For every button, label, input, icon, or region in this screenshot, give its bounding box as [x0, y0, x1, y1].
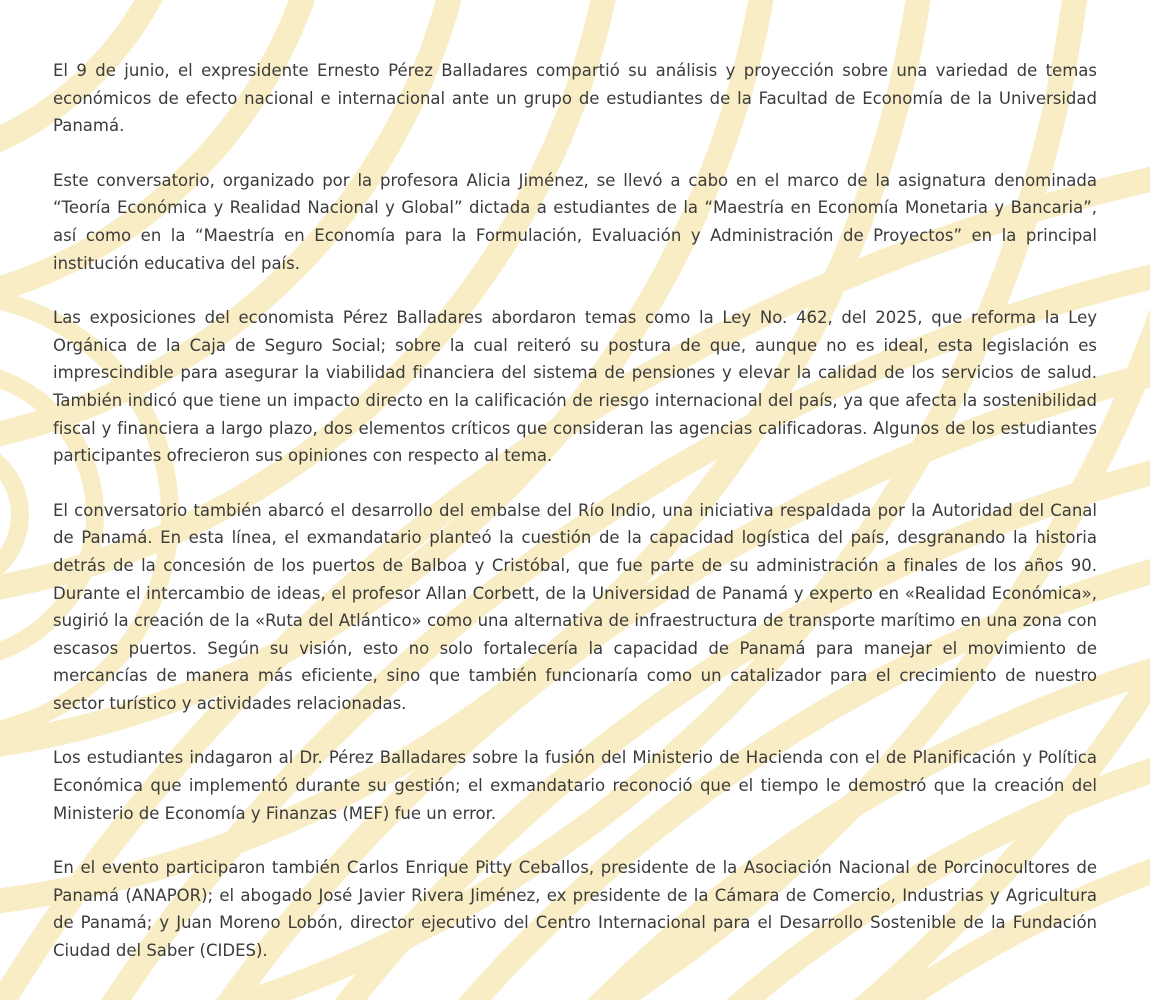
- paragraph-intro: El 9 de junio, el expresidente Ernesto Pérez Balladares compartió su análisis y proyección sobre una variedad de temas económicos de efecto nacional e internacional ante un grupo de estudiantes de la Facultad de Economía de la Universidad Panamá.: [53, 61, 1097, 136]
- paragraph-fusion-ministerio: Los estudiantes indagaron al Dr. Pérez Balladares sobre la fusión del Ministerio de Hacienda con el de Planificación y Política Económica que implementó durante su gestión; el exmandatario reconoció que el tiempo le demostró que la creación del Ministerio de Economía y Finanzas (MEF) fue un error.: [53, 748, 1097, 823]
- paragraph-ley-462: Las exposiciones del economista Pérez Balladares abordaron temas como la Ley No. 462, del 2025, que reforma la Ley Orgánica de la Caja de Seguro Social; sobre la cual reiteró su postura de que, aunque no es ideal, esta legislación es imprescindible para asegurar la viabilidad financiera del sistema de pensiones y elevar la calidad de los servicios de salud. También indicó que tiene un impacto directo en la calificación de riesgo internacional del país, ya que afecta la sostenibilidad fiscal y financiera a largo plazo, dos elementos críticos que consideran las agencias calificadoras. Algunos de los estudiantes participantes ofrecieron sus opiniones con respecto al tema.: [53, 308, 1097, 466]
- paragraph-rio-indio: El conversatorio también abarcó el desarrollo del embalse del Río Indio, una iniciativa respaldada por la Autoridad del Canal de Panamá. En esta línea, el exmandatario planteó la cuestión de la capacidad logística del país, desgranando la historia detrás de la concesión de los puertos de Balboa y Cristóbal, que fue parte de su administración a finales de los años 90. Durante el intercambio de ideas, el profesor Allan Corbett, de la Universidad de Panamá y experto en «Realidad Económica», sugirió la creación de la «Ruta del Atlántico» como una alternativa de infraestructura de transporte marítimo en una zona con escasos puertos. Según su visión, esto no solo fortalecería la capacidad de Panamá para manejar el movimiento de mercancías de manera más eficiente, sino que también funcionaría como un catalizador para el crecimiento de nuestro sector turístico y actividades relacionadas.: [53, 500, 1097, 713]
- paragraph-participantes: En el evento participaron también Carlos Enrique Pitty Ceballos, presidente de la Asociación Nacional de Porcinocultores de Panamá (ANAPOR); el abogado José Javier Rivera Jiménez, ex presidente de la Cámara de Comercio, Industrias y Agricultura de Panamá; y Juan Moreno Lobón, director ejecutivo del Centro Internacional para el Desarrollo Sostenible de la Fundación Ciudad del Saber (CIDES).: [53, 858, 1097, 961]
- paragraph-conversatorio-marco: Este conversatorio, organizado por la profesora Alicia Jiménez, se llevó a cabo en el marco de la asignatura denominada “Teoría Económica y Realidad Nacional y Global” dictada a estudiantes de la “Maestría en Economía Monetaria y Bancaria”, así como en la “Maestría en Economía para la Formulación, Evaluación y Administración de Proyectos” en la principal institución educativa del país.: [53, 170, 1097, 273]
